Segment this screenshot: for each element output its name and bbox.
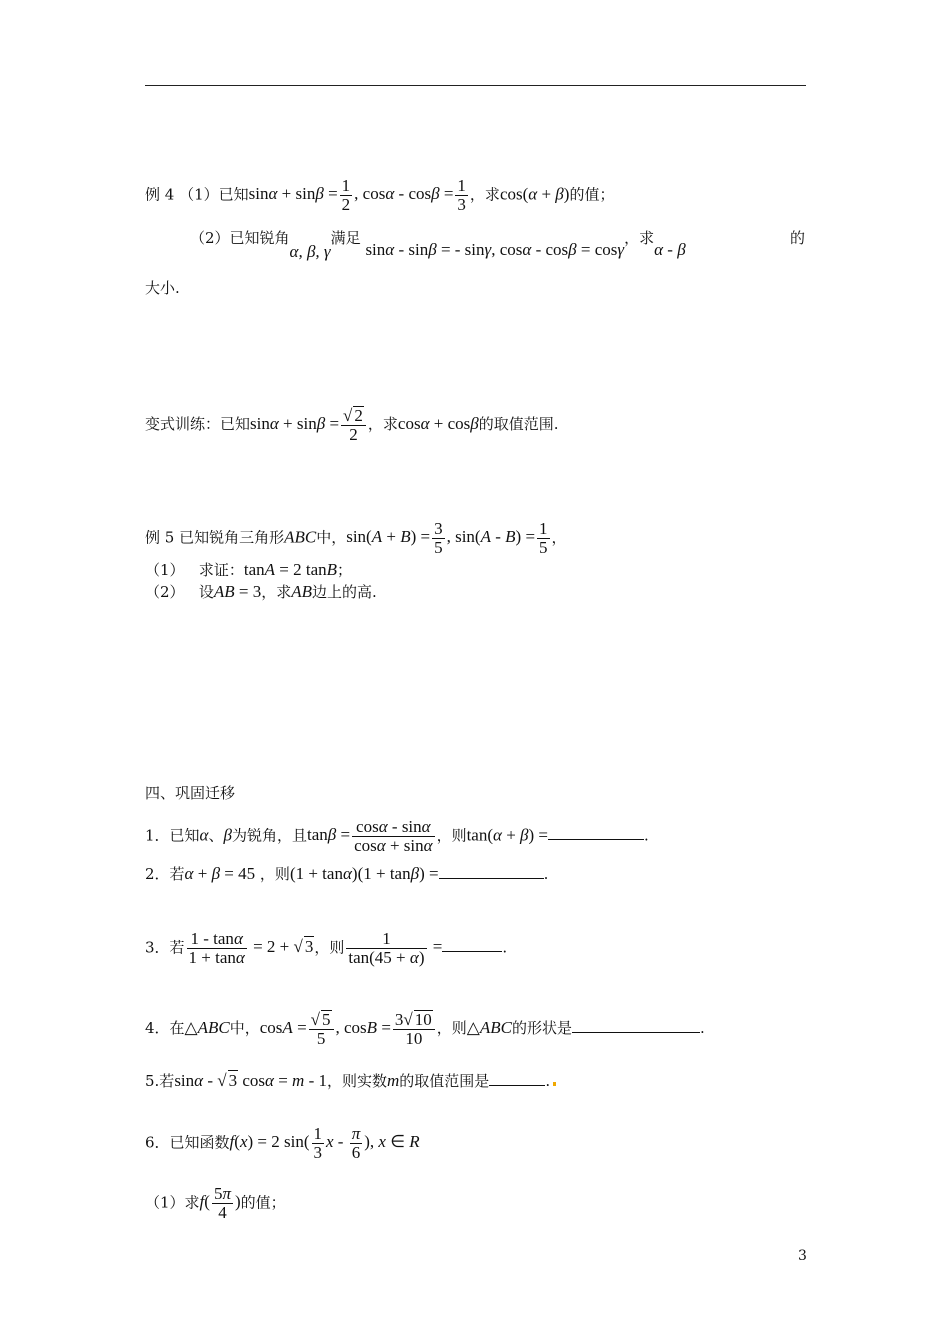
variant-training: 变式训练：已知sinα + sinβ = $\frac{√ 2}{2}$ ，求cosα + cosβ的取值范围. (145, 406, 559, 444)
math-expr: f(x) = 2 sin( $\frac{1}{3}$ x - $\frac{\pi}{6}$ ), x ∈ R (229, 1124, 420, 1162)
answer-blank[interactable] (489, 1071, 545, 1086)
question-5: 5.若sinα - √ 3 cosα = m - 1，则实数m的取值范围是 . (145, 1070, 556, 1091)
example-4-line-3: 大小. (145, 279, 180, 297)
math-expr: sinα - sinβ = - sinγ, cosα - cosβ = cosγ (365, 240, 625, 259)
math-expr: sinα - √ 3 cosα = m - 1 (174, 1071, 327, 1090)
question-1: 1．已知α、β为锐角，且tanβ = $\frac{\cos\alpha - \sin\alpha}{\cos\alpha + \sin\alpha}$ ，则tan(α + β) = . (145, 817, 649, 855)
math-expr: tanβ = $\frac{\cos\alpha - \sin\alpha}{\cos\alpha + \sin\alpha}$ (306, 817, 433, 855)
question-6: 6．已知函数f(x) = 2 sin( $\frac{1}{3}$ x - $\frac{\pi}{6}$ ), x ∈ R (145, 1124, 420, 1162)
math-expr: sin(A + B) = $\frac{3}{5}$ , sin(A - B) = $\frac{1}{5}$ (346, 519, 548, 557)
header-rule (145, 85, 806, 86)
section-title: 四、巩固迁移 (145, 784, 236, 802)
example-4-line-1: 例 4 （1）已知sinα + sinβ = $\frac{1}{2}$ , cosα - cosβ = $\frac{1}{3}$ ，求cos(α + β)的值； (145, 176, 615, 214)
math-expr: cosA = $\frac{√ 5}{5}$ , cosB = $\frac{3√ 10}{10}$ (260, 1018, 437, 1037)
example-5-item-1: （1） 求证：tanA = 2 tanB； (145, 560, 353, 579)
answer-blank[interactable] (439, 864, 544, 879)
question-3: 3．若 $\frac{1 - \tan\alpha}{1 + \tan\alpha}$ = 2 + √ 3，则 $\frac{1}{\tan(45 + \alpha)}$ = . (145, 929, 508, 967)
example-5-line: 例 5 已知锐角三角形ABC中，sin(A + B) = $\frac{3}{5}$ , sin(A - B) = $\frac{1}{5}$ ， (145, 519, 567, 557)
answer-blank[interactable] (442, 937, 502, 952)
question-2: 2．若α + β = 45 ，则(1 + tanα)(1 + tanβ) = . (145, 864, 549, 883)
question-6-sub-1: （1）求f( $\frac{5\pi}{4}$ )的值； (145, 1184, 286, 1222)
answer-blank[interactable] (548, 825, 644, 840)
math-expr: $\frac{1 - \tan\alpha}{1 + \tan\alpha}$ = 2 + √ 3 (188, 929, 314, 967)
math-expr: sinα + sinβ = $\frac{1}{2}$ , cosα - cosβ = $\frac{1}{3}$ (248, 176, 466, 214)
math-expr: sinα + sinβ = $\frac{√ 2}{2}$ (250, 414, 368, 433)
page-number: 3 (798, 1248, 807, 1264)
question-4: 4．在△ABC中，cosA = $\frac{√ 5}{5}$ , cosB = $\frac{3√ 10}{10}$ ，则△ABC的形状是 . (145, 1010, 705, 1048)
example-5-item-2: （2） 设AB = 3，求AB边上的高. (145, 582, 377, 601)
answer-blank[interactable] (572, 1018, 700, 1033)
example-4-line-2: （2）已知锐角α, β, γ满足 sinα - sinβ = - sinγ, cosα - cosβ = cosγ，求α - β (190, 229, 686, 261)
example-4-label: 例 4 (145, 185, 175, 204)
